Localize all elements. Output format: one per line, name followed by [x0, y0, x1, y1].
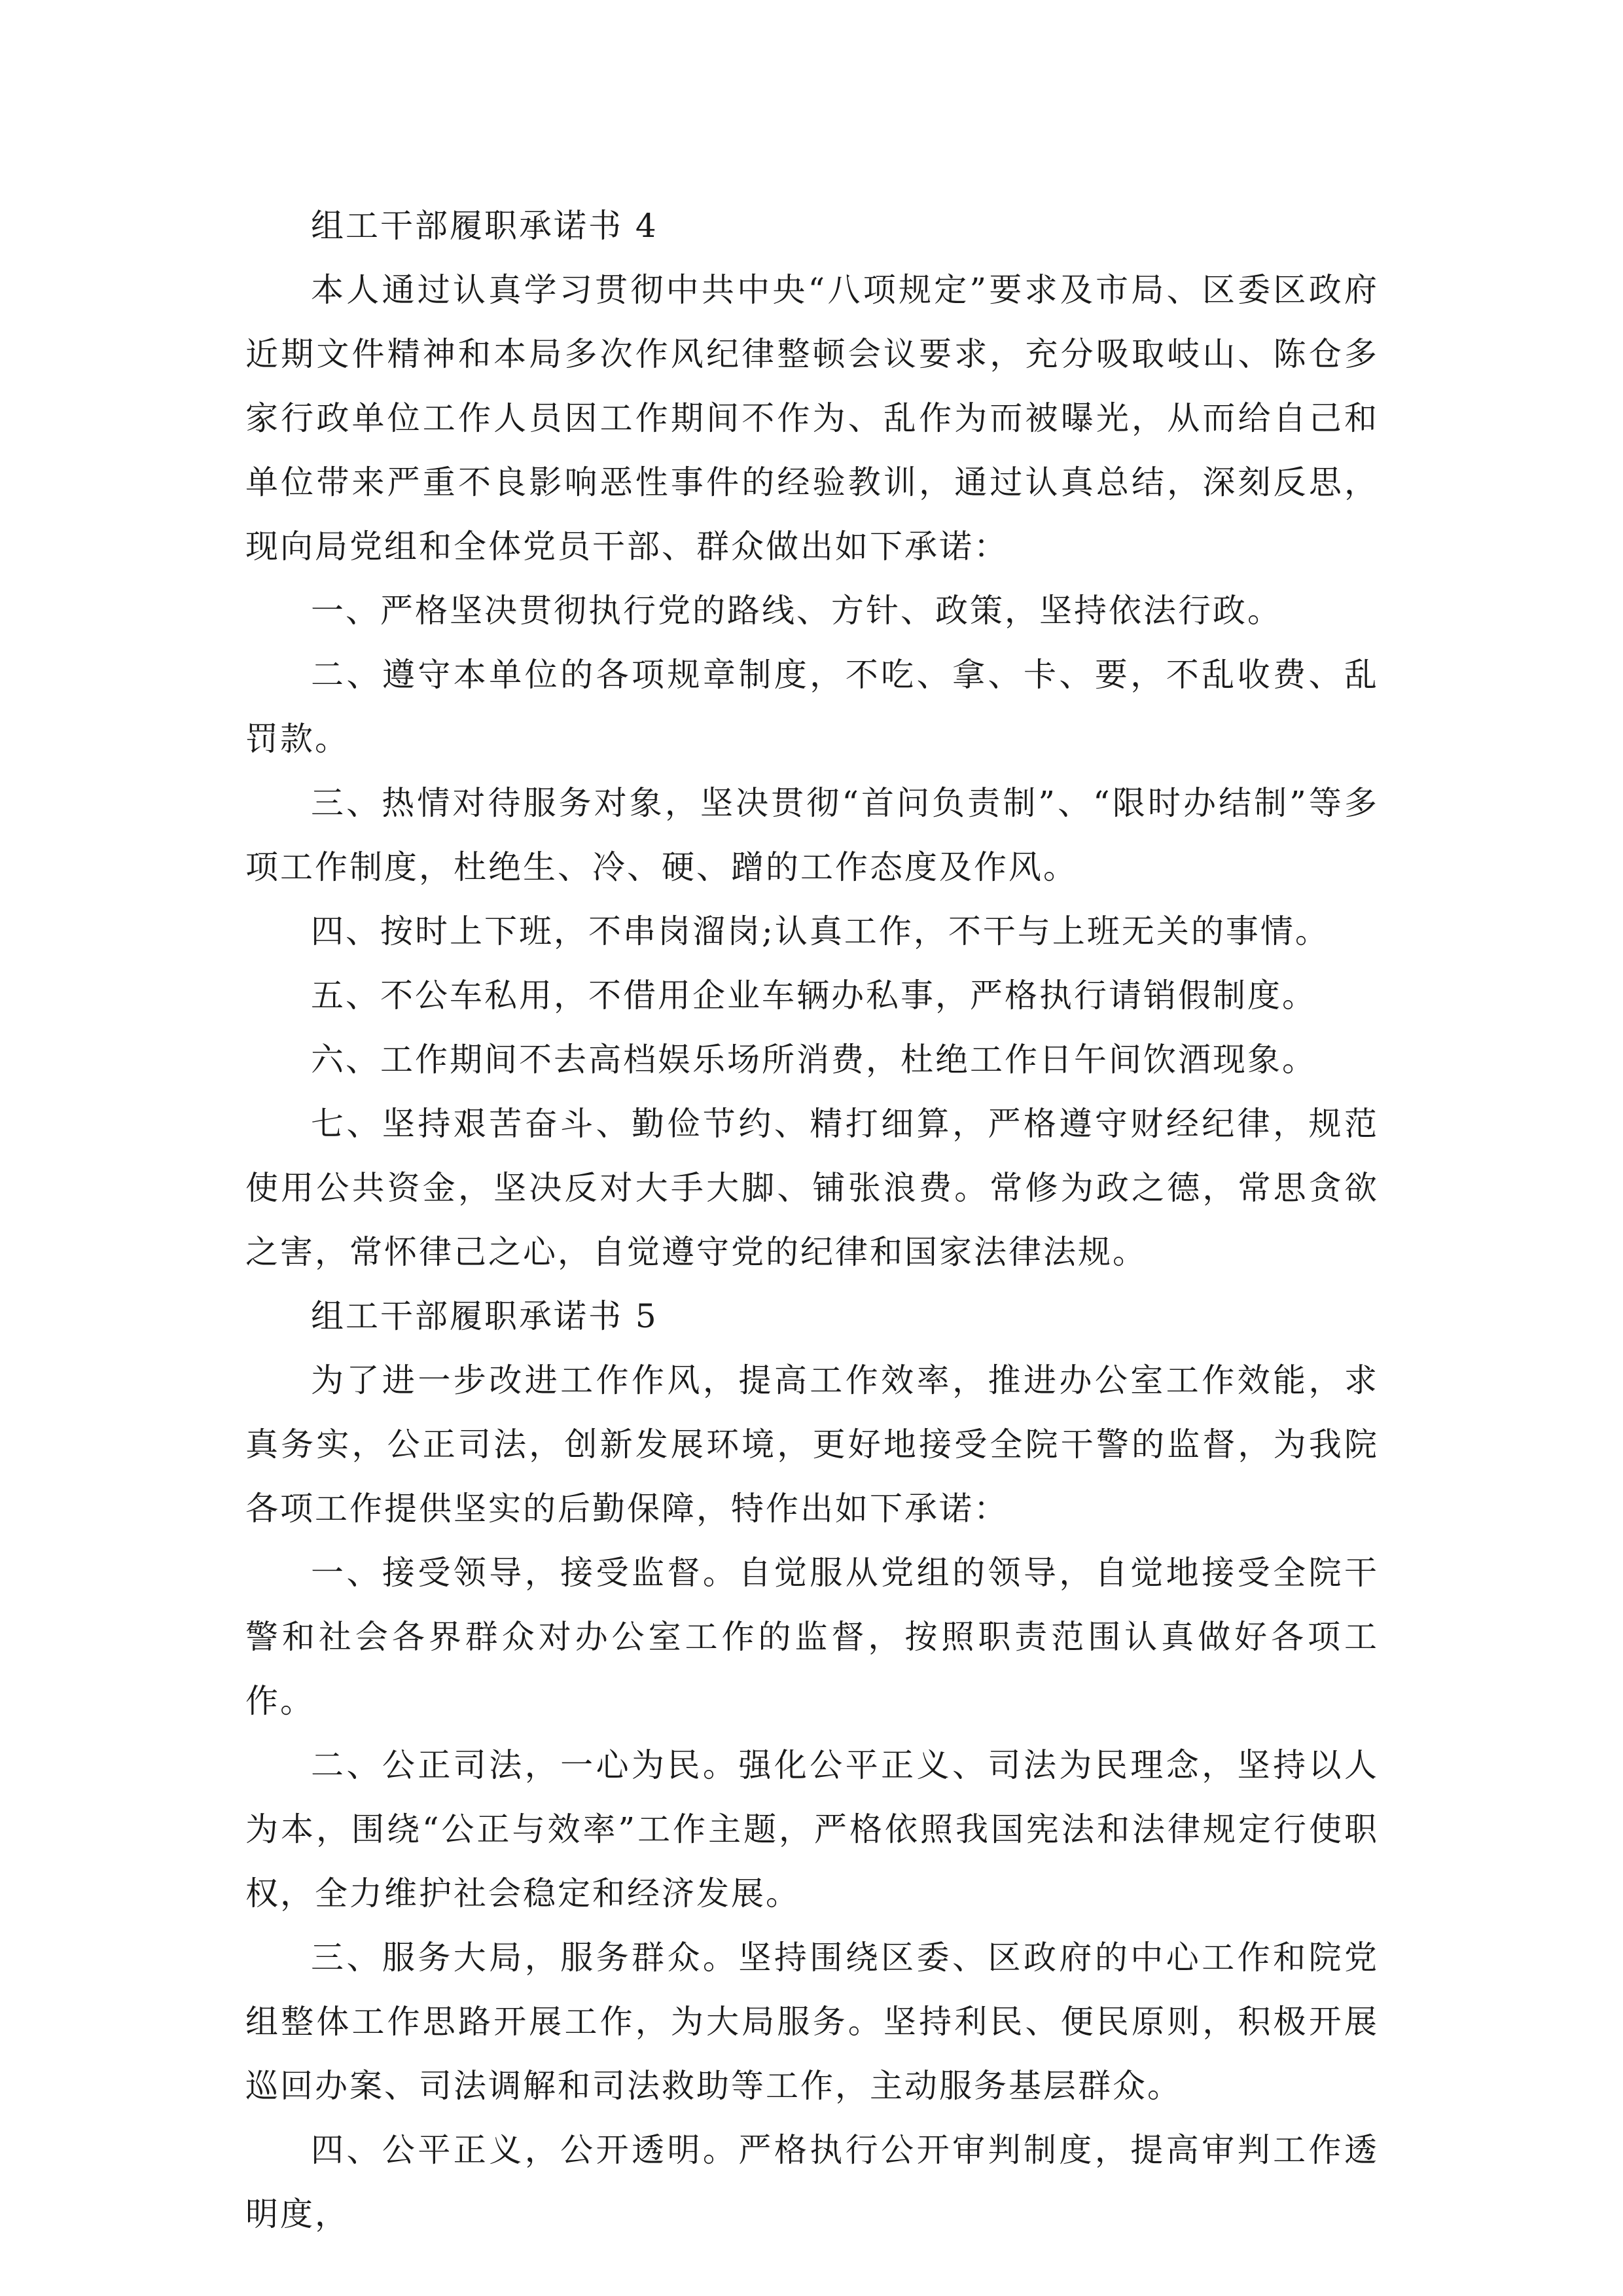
- paragraph: 为了进一步改进工作作风，提高工作效率，推进办公室工作效能，求真务实，公正司法，创新发展环境，更好地接受全院干警的监督，为我院各项工作提供坚实的后勤保障，特作出如下承诺：: [245, 1361, 1379, 1528]
- paragraph: 七、坚持艰苦奋斗、勤俭节约、精打细算，严格遵守财经纪律，规范使用公共资金，坚决反对大手大脚、铺张浪费。常修为政之德，常思贪欲之害，常怀律己之心，自觉遵守党的纪律和国家法律法规。: [245, 1105, 1379, 1271]
- paragraph: 四、按时上下班，不串岗溜岗;认真工作，不干与上班无关的事情。: [311, 912, 1330, 950]
- paragraph: 三、热情对待服务对象，坚决贯彻“首问负责制”、“限时办结制”等多项工作制度，杜绝生、冷、硬、蹭的工作态度及作风。: [245, 784, 1379, 886]
- paragraph: 五、不公车私用，不借用企业车辆办私事，严格执行请销假制度。: [311, 977, 1317, 1014]
- paragraph: 一、严格坚决贯彻执行党的路线、方针、政策，坚持依法行政。: [311, 592, 1282, 630]
- document-body: [245, 194, 1379, 2246]
- section-title-4: 组工干部履职承诺书 4: [311, 207, 658, 245]
- paragraph: 四、公平正义，公开透明。严格执行公开审判制度，提高审判工作透明度，: [245, 2131, 1379, 2233]
- paragraph: 一、接受领导，接受监督。自觉服从党组的领导，自觉地接受全院干警和社会各界群众对办公室工作的监督，按照职责范围认真做好各项工作。: [245, 1554, 1379, 1720]
- paragraph: 六、工作期间不去高档娱乐场所消费，杜绝工作日午间饮酒现象。: [311, 1041, 1317, 1079]
- section-title-5: 组工干部履职承诺书 5: [311, 1297, 658, 1335]
- paragraph: 二、遵守本单位的各项规章制度，不吃、拿、卡、要，不乱收费、乱罚款。: [245, 656, 1379, 758]
- paragraph: 三、服务大局，服务群众。坚持围绕区委、区政府的中心工作和院党组整体工作思路开展工作，为大局服务。坚持利民、便民原则，积极开展巡回办案、司法调解和司法救助等工作，主动服务基层群众。: [245, 1939, 1379, 2105]
- paragraph: 二、公正司法，一心为民。强化公平正义、司法为民理念，坚持以人为本，围绕“公正与效率”工作主题，严格依照我国宪法和法律规定行使职权，全力维护社会稳定和经济发展。: [245, 1746, 1379, 1912]
- paragraph: 本人通过认真学习贯彻中共中央“八项规定”要求及市局、区委区政府近期文件精神和本局多次作风纪律整顿会议要求，充分吸取岐山、陈仓多家行政单位工作人员因工作期间不作为、乱作为而被曝光，从而给自己和单位带来严重不良影响恶性事件的经验教训，通过认真总结，深刻反思，现向局党组和全体党员干部、群众做出如下承诺：: [245, 271, 1379, 565]
